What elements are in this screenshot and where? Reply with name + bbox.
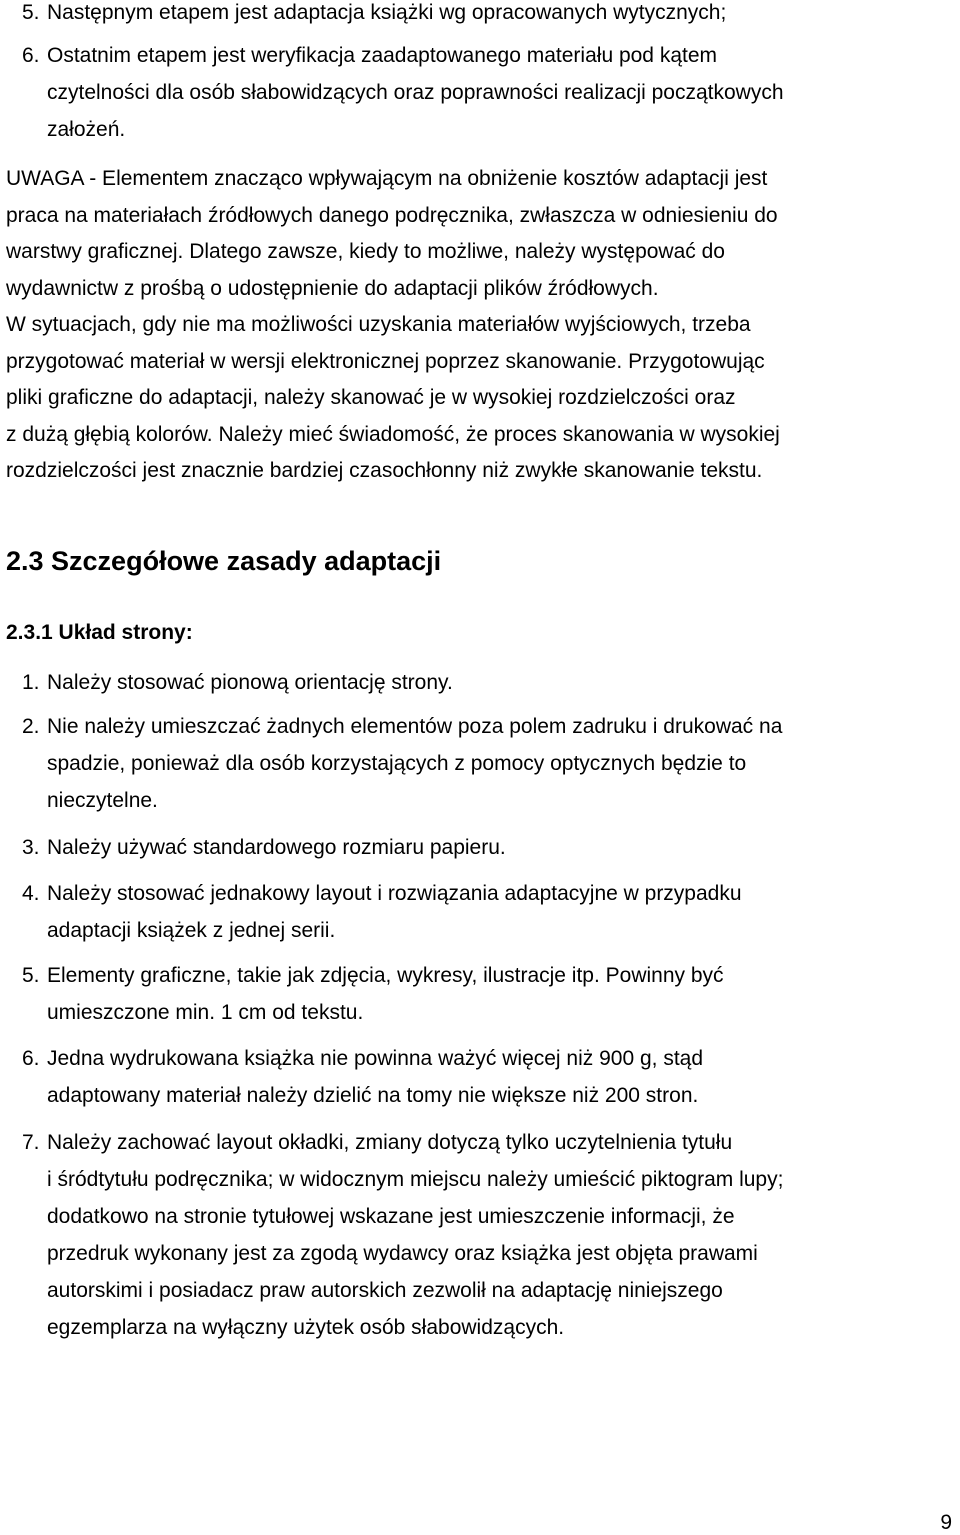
list-item [22,664,952,701]
list-item-line: Należy używać standardowego rozmiaru papieru. [47,836,506,859]
list-item-line: założeń. [47,118,126,141]
list-item-number: 7. [22,1131,40,1154]
list-item-line: Jedna wydrukowana książka nie powinna ważyć więcej niż 900 g, stąd [47,1047,704,1070]
page-number: 9 [940,1511,952,1534]
list-item-number: 6. [22,1047,40,1070]
list-item-line: adaptacji książek z jednej serii. [47,919,336,942]
list-item [22,875,952,949]
section-heading: 2.3 Szczegółowe zasady adaptacji [6,546,442,576]
paragraph-line: pliki graficzne do adaptacji, należy skanować je w wysokiej rozdzielczości oraz [6,386,736,409]
paragraph-line: praca na materiałach źródłowych danego podręcznika, zwłaszcza w odniesieniu do [6,203,778,227]
list-item-number: 3. [22,836,40,859]
list-item-number: 1. [22,671,40,694]
list-item [22,708,952,819]
list-item [22,1040,952,1114]
list-item-line: Należy stosować pionową orientację strony. [47,671,453,694]
list-item-line: Elementy graficzne, takie jak zdjęcia, wykresy, ilustracje itp. Powinny być [47,964,724,987]
list-item-line: dodatkowo na stronie tytułowej wskazane jest umieszczenie informacji, że [47,1205,735,1228]
paragraph-line: z dużą głębią kolorów. Należy mieć świadomość, że proces skanowania w wysokiej [6,422,780,446]
paragraph-line: UWAGA - Elementem znacząco wpływającym na obniżenie kosztów adaptacji jest [6,167,768,190]
list-item-line: i śródtytułu podręcznika; w widocznym miejscu należy umieścić piktogram lupy; [47,1168,784,1191]
list-item-line: egzemplarza na wyłączny użytek osób słabowidzących. [47,1316,565,1339]
list-item-line: Należy stosować jednakowy layout i rozwiązania adaptacyjne w przypadku [47,882,742,905]
list-item-number: 4. [22,882,40,905]
subsection-heading: 2.3.1 Układ strony: [6,621,193,644]
list-item-line: czytelności dla osób słabowidzących oraz poprawności realizacji początkowych [47,81,784,104]
list-item-line: nieczytelne. [47,789,158,812]
list-item-number: 2. [22,715,40,738]
paragraph-line: W sytuacjach, gdy nie ma możliwości uzyskania materiałów wyjściowych, trzeba [6,313,751,336]
list-item-line: umieszczone min. 1 cm od tekstu. [47,1001,364,1024]
list-item [22,957,952,1031]
list-item-line: Ostatnim etapem jest weryfikacja zaadaptowanego materiału pod kątem [47,44,718,67]
list-item-line: przedruk wykonany jest za zgodą wydawcy oraz książka jest objęta prawami [47,1242,758,1265]
list-item [22,1124,952,1346]
list-item-number: 5. [22,1,40,24]
paragraph-line: przygotować materiał w wersji elektronicznej poprzez skanowanie. Przygotowując [6,349,765,373]
list-item-line: Nie należy umieszczać żadnych elementów poza polem zadruku i drukować na [47,715,783,738]
list-item-line: adaptowany materiał należy dzielić na tomy nie większe niż 200 stron. [47,1084,699,1107]
list-item [22,829,952,866]
list-item [22,37,952,148]
paragraph-line: wydawnictw z prośbą o udostępnienie do adaptacji plików źródłowych. [6,276,659,300]
list-item-line: Następnym etapem jest adaptacja książki wg opracowanych wytycznych; [47,1,727,24]
list-item-number: 5. [22,964,40,987]
note-paragraph [6,161,952,490]
list-item-line: spadzie, ponieważ dla osób korzystających z pomocy optycznych będzie to [47,752,747,775]
list-item-number: 6. [22,44,40,67]
paragraph-line: rozdzielczości jest znacznie bardziej czasochłonny niż zwykłe skanowanie tekstu. [6,459,763,482]
list-item-line: Należy zachować layout okładki, zmiany dotyczą tylko uczytelnienia tytułu [47,1131,733,1154]
paragraph-line: warstwy graficznej. Dlatego zawsze, kiedy to możliwe, należy występować do [6,240,725,263]
list-item [22,0,952,31]
list-item-line: autorskimi i posiadacz praw autorskich zezwolił na adaptację niniejszego [47,1279,723,1302]
